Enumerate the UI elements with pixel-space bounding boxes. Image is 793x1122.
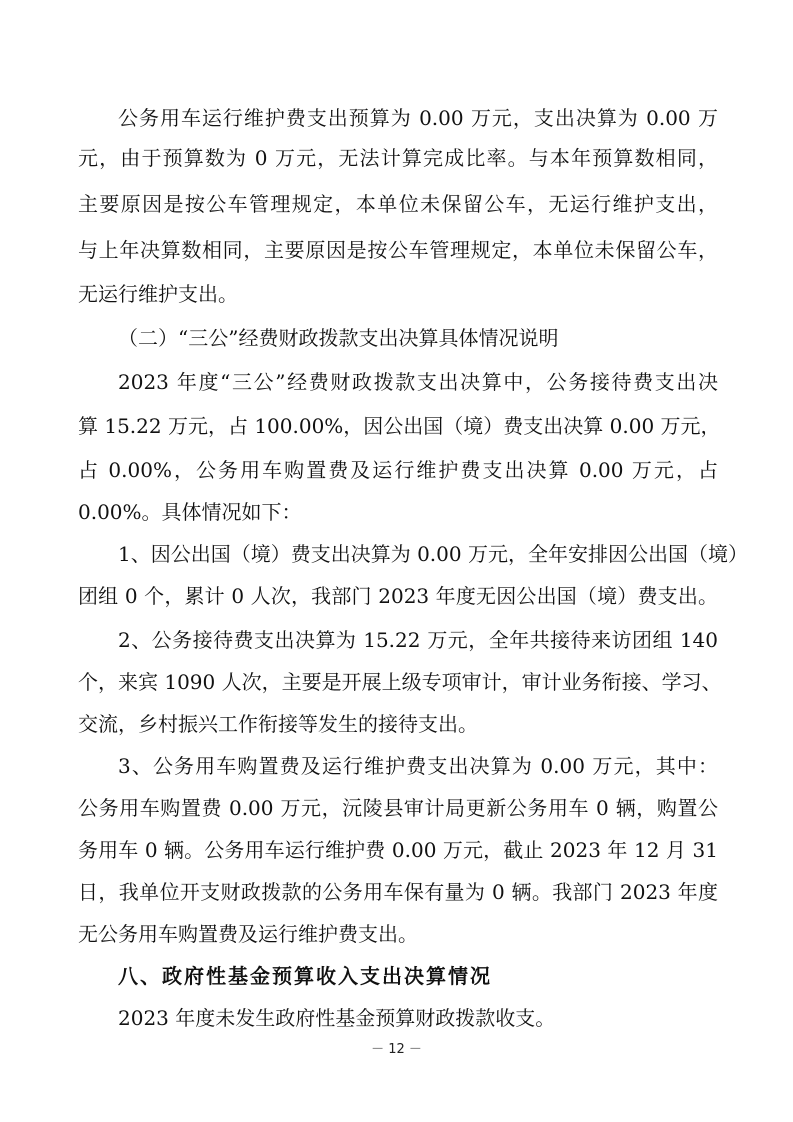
paragraph-government-fund: 2023 年度未发生政府性基金预算财政拨款收支。 xyxy=(118,1006,556,1030)
text-line: 算 15.22 万元，占 100.00%，因公出国（境）费支出决算 0.00 万元， xyxy=(78,414,721,438)
text-line: 1、因公出国（境）费支出决算为 0.00 万元，全年安排因公出国（境） xyxy=(118,542,748,566)
text-line: 3、公务用车购置费及运行维护费支出决算为 0.00 万元，其中： xyxy=(118,754,718,778)
text-line: 日，我单位开支财政拨款的公务用车保有量为 0 辆。我部门 2023 年度 xyxy=(78,880,718,904)
text-line: 主要原因是按公车管理规定，本单位未保留公车，无运行维护支出， xyxy=(78,192,718,216)
text-line: 2023 年度“三公”经费财政拨款支出决算中，公务接待费支出决 xyxy=(118,370,718,394)
text-line: 交流，乡村振兴工作衔接等发生的接待支出。 xyxy=(78,712,478,736)
text-line: 0.00%。具体情况如下： xyxy=(78,500,302,524)
text-line: 公务用车购置费 0.00 万元，沅陵县审计局更新公务用车 0 辆，购置公 xyxy=(78,796,718,820)
text-line: 无公务用车购置费及运行维护费支出。 xyxy=(78,922,418,946)
text-line: 务用车 0 辆。公务用车运行维护费 0.00 万元，截止 2023 年 12 月 31 xyxy=(78,838,718,862)
section-heading-three-public: （二）“三公”经费财政拨款支出决算具体情况说明 xyxy=(118,326,559,350)
page-number: － 12 － xyxy=(371,1042,422,1057)
text-line: 公务用车运行维护费支出预算为 0.00 万元，支出决算为 0.00 万 xyxy=(118,106,718,130)
section-heading-government-fund: 八、政府性基金预算收入支出决算情况 xyxy=(118,964,492,988)
text-line: 占 0.00%，公务用车购置费及运行维护费支出决算 0.00 万元，占 xyxy=(78,458,718,482)
text-line: 元，由于预算数为 0 万元，无法计算完成比率。与本年预算数相同， xyxy=(78,146,718,170)
text-line: 与上年决算数相同，主要原因是按公车管理规定，本单位未保留公车， xyxy=(78,238,718,262)
text-line: 个，来宾 1090 人次，主要是开展上级专项审计，审计业务衔接、学习、 xyxy=(78,670,722,694)
text-line: 团组 0 个，累计 0 人次，我部门 2023 年度无因公出国（境）费支出。 xyxy=(78,584,718,608)
text-line: 无运行维护支出。 xyxy=(78,282,238,306)
text-line: 2、公务接待费支出决算为 15.22 万元，全年共接待来访团组 140 xyxy=(118,628,718,652)
